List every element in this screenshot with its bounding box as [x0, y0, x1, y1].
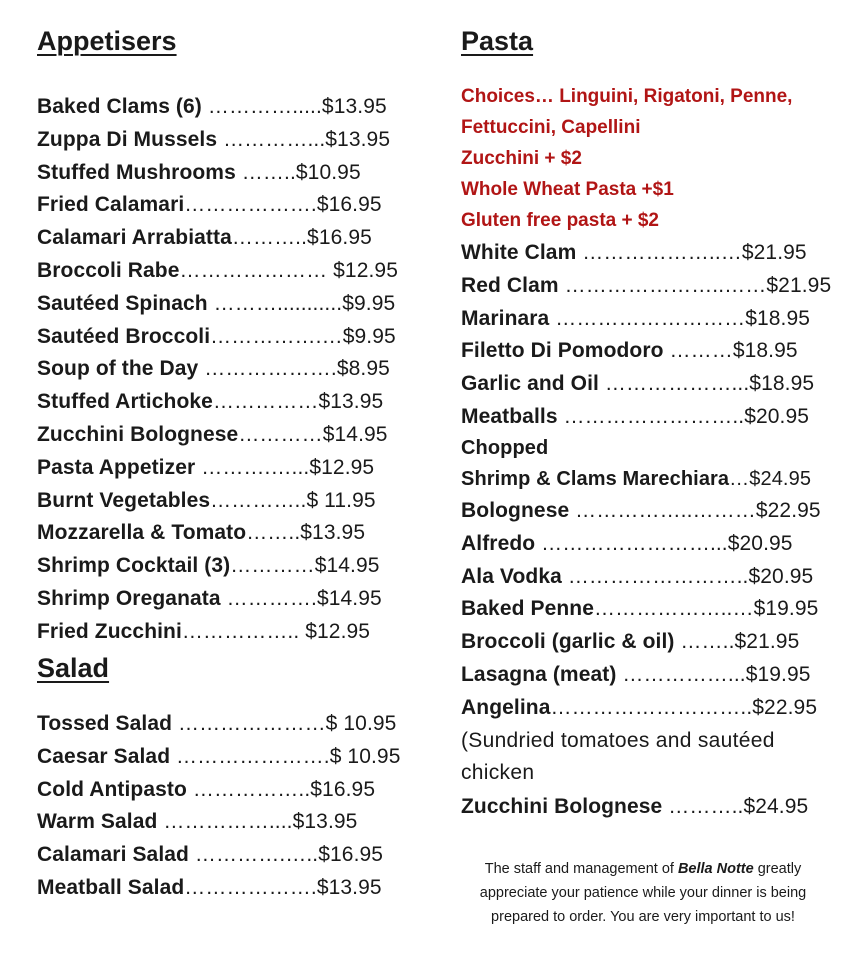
menu-item — [461, 659, 821, 692]
menu-item-name: Zuppa Di Mussels — [37, 127, 218, 151]
menu-item-leader: ……………………… — [549, 306, 746, 330]
menu-item-price: $18.95 — [749, 372, 815, 396]
pasta-list-a — [461, 237, 831, 434]
menu-item-name: Angelina — [461, 695, 551, 719]
menu-item-name: Meatballs — [461, 404, 558, 428]
menu-item — [461, 495, 821, 528]
menu-item — [461, 593, 821, 626]
menu-item-name: Bolognese — [461, 499, 570, 522]
menu-item-price: $14.95 — [322, 422, 388, 446]
menu-item-leader: ……………………….. — [550, 695, 753, 719]
pasta-choice-line: Whole Wheat Pasta +$1 — [461, 179, 674, 200]
menu-item-name: Filetto Di Pomodoro — [461, 339, 664, 363]
menu-item-price: $19.95 — [753, 597, 819, 621]
menu-item-leader: …………..... — [201, 95, 322, 118]
menu-item — [37, 872, 400, 905]
chopped-block — [461, 433, 811, 495]
menu-item-name: Stuffed Artichoke — [37, 390, 213, 414]
menu-item-leader: …………….... — [157, 810, 293, 834]
menu-item-name: Tossed Salad — [37, 712, 173, 735]
menu-item-name: Warm Salad — [37, 810, 158, 834]
angelina-note — [461, 725, 775, 789]
menu-item — [37, 806, 400, 839]
menu-item-leader: …….. — [674, 630, 735, 654]
salad-list — [37, 708, 400, 905]
menu-item-leader: …….. — [246, 521, 301, 545]
menu-item — [37, 616, 398, 649]
menu-item — [37, 353, 398, 386]
menu-item — [461, 401, 831, 434]
menu-item — [461, 463, 811, 495]
menu-item-leader: ……….. — [662, 795, 744, 818]
menu-item-price: $16.95 — [318, 843, 384, 867]
menu-item-leader: ………….. — [210, 488, 307, 512]
pasta-list-b — [461, 495, 821, 725]
menu-item — [37, 583, 398, 616]
menu-item-price: $16.95 — [310, 777, 376, 801]
menu-item-price: $21.95 — [766, 273, 832, 297]
menu-item-name: Zucchini Bolognese — [37, 422, 239, 446]
menu-item-leader: …………………….. — [561, 564, 749, 588]
menu-item-price: $22.95 — [752, 695, 818, 719]
menu-item — [37, 189, 398, 222]
angelina-note-line: chicken — [461, 761, 535, 784]
menu-item-price: $20.95 — [748, 564, 814, 588]
menu-item-leader: ………….….. — [188, 843, 319, 867]
menu-item-name: Shrimp & Clams Marechiara — [461, 468, 730, 490]
menu-item-name: Shrimp Oreganata — [37, 586, 221, 610]
menu-item — [37, 91, 398, 124]
menu-item-leader: ………… — [230, 554, 315, 578]
menu-item — [37, 386, 398, 419]
menu-item-name: Burnt Vegetables — [37, 488, 211, 512]
menu-item-name: Sautéed Broccoli — [37, 324, 211, 348]
menu-item-leader: …….. — [235, 160, 296, 184]
menu-item-name: Pasta Appetizer — [37, 455, 196, 479]
pasta-choice-line: Zucchini + $2 — [461, 148, 582, 169]
menu-item-name: Broccoli (garlic & oil) — [461, 630, 675, 654]
appetisers-list — [37, 91, 398, 649]
menu-item-price: $13.95 — [325, 127, 391, 151]
menu-item-leader: ……………..……… — [569, 499, 756, 522]
menu-item-price: $13.95 — [318, 390, 384, 414]
menu-item — [461, 303, 831, 336]
menu-item — [461, 335, 831, 368]
menu-item-name: Soup of the Day — [37, 357, 199, 381]
chopped-label: Chopped — [461, 437, 549, 459]
footer-text-before: The staff and management of — [484, 861, 678, 877]
angelina-note-line: (Sundried tomatoes and sautéed — [461, 729, 775, 752]
menu-item — [461, 237, 831, 270]
footer-note — [462, 857, 824, 929]
menu-item — [37, 255, 398, 288]
menu-item-name: Mozzarella & Tomato — [37, 521, 247, 545]
menu-item-price: $12.95 — [309, 455, 375, 479]
menu-item — [461, 528, 821, 561]
menu-item-price: $ 10.95 — [325, 712, 397, 735]
menu-item-price: $22.95 — [755, 499, 821, 522]
menu-item-name: White Clam — [461, 241, 577, 264]
menu-item-name: Baked Penne — [461, 597, 594, 621]
menu-item-name: Fried Zucchini — [37, 619, 182, 643]
footer-text-after: greatly appreciate your patience while your dinner is being prepared to order. You are very important to us! — [479, 861, 807, 925]
menu-item-leader: ………………..… — [576, 241, 742, 264]
menu-item — [461, 561, 821, 594]
menu-item-price: $8.95 — [336, 357, 390, 381]
menu-item-name: Calamari Arrabiatta — [37, 226, 232, 250]
menu-item-price: $16.95 — [316, 193, 382, 217]
menu-item — [461, 626, 821, 659]
menu-item-leader: ………………..… — [594, 597, 754, 621]
menu-item — [37, 741, 400, 774]
pasta-choice-line: Choices… Linguini, Rigatoni, Penne, — [461, 86, 793, 107]
menu-item-price: $14.95 — [316, 586, 382, 610]
menu-item-leader: ………………. — [198, 357, 337, 381]
menu-item-price: $14.95 — [314, 554, 380, 578]
menu-item-leader: …………… — [212, 390, 319, 414]
menu-item-name: Sautéed Spinach — [37, 291, 208, 315]
menu-item-price: $13.95 — [292, 810, 358, 834]
menu-item-name: Ala Vodka — [461, 564, 562, 588]
menu-item-leader: …………….. — [181, 619, 306, 643]
menu-item-leader: ……………... — [616, 662, 746, 686]
menu-item-price: $16.95 — [307, 226, 372, 250]
menu-item-price: $13.95 — [316, 875, 382, 899]
menu-item — [461, 790, 808, 823]
pasta-choices — [461, 81, 792, 236]
menu-item — [37, 774, 400, 807]
menu-item-name: Calamari Salad — [37, 843, 189, 867]
menu-item — [461, 270, 831, 303]
menu-item-leader: ………… — [238, 422, 323, 446]
menu-item-leader: ……….…... — [195, 455, 310, 479]
menu-item-name: Alfredo — [461, 531, 536, 555]
menu-item-leader: …………... — [217, 127, 326, 151]
pasta-choice-line: Fettuccini, Capellini — [461, 117, 641, 138]
menu-item — [37, 157, 398, 190]
menu-item-leader: ………………… — [172, 712, 326, 735]
menu-item-name: Zucchini Bolognese — [461, 795, 663, 818]
menu-item-leader: ……… — [663, 339, 733, 363]
menu-item-price: $ 11.95 — [306, 488, 376, 512]
menu-item-leader: ………………... — [598, 372, 750, 396]
menu-item-price: $13.95 — [321, 95, 387, 118]
pasta-last — [461, 790, 808, 823]
menu-item-name: Cold Antipasto — [37, 777, 187, 801]
pasta-choice-line: Gluten free pasta + $2 — [461, 210, 659, 231]
menu-item-name: Marinara — [461, 306, 550, 330]
menu-item-price: $20.95 — [744, 404, 810, 428]
menu-item-name: Fried Calamari — [37, 193, 185, 217]
menu-item-price: $ 10.95 — [329, 744, 401, 768]
menu-item — [37, 485, 398, 518]
menu-item-price: $13.95 — [300, 521, 366, 545]
menu-item-price: $10.95 — [295, 160, 361, 184]
menu-item — [461, 368, 831, 401]
menu-item — [37, 517, 398, 550]
menu-item-price: $9.95 — [342, 291, 396, 315]
menu-item-leader: ………………… — [179, 258, 334, 282]
menu-item-name: Garlic and Oil — [461, 372, 599, 396]
menu-item-leader: …………………. — [170, 744, 330, 768]
menu-item-leader: …………. — [220, 586, 317, 610]
menu-item-leader: ………………. — [184, 875, 317, 899]
menu-item — [37, 839, 400, 872]
menu-item-leader: ……………………... — [535, 531, 728, 555]
salad-heading: Salad — [37, 653, 110, 683]
menu-item-leader: …………………..…… — [558, 273, 767, 297]
menu-item-name: Baked Clams (6) — [37, 95, 202, 118]
menu-item-price: $24.95 — [749, 468, 812, 490]
menu-item — [461, 692, 821, 725]
menu-item-leader: …………………….. — [557, 404, 745, 428]
menu-item — [37, 550, 398, 583]
menu-item-price: $21.95 — [741, 241, 807, 264]
menu-item-leader: ……….. — [231, 226, 308, 250]
menu-item-name: Red Clam — [461, 273, 559, 297]
restaurant-name: Bella Notte — [677, 861, 754, 877]
menu-item-price: $19.95 — [745, 662, 811, 686]
menu-item-price: $20.95 — [727, 531, 793, 555]
menu-item-leader: …………….. — [186, 777, 311, 801]
menu-item-price: $24.95 — [743, 795, 809, 818]
menu-item-price: $18.95 — [745, 306, 811, 330]
menu-item-price: $18.95 — [732, 339, 798, 363]
menu-item-price: $12.95 — [305, 619, 371, 643]
menu-item — [37, 708, 400, 741]
menu-item-name: Shrimp Cocktail (3) — [37, 554, 231, 578]
menu-item — [37, 321, 398, 354]
menu-item — [37, 222, 398, 255]
menu-item-name: Broccoli Rabe — [37, 258, 180, 282]
menu-item — [37, 288, 398, 321]
menu-item-name: Meatball Salad — [37, 875, 185, 899]
menu-item-name: Stuffed Mushrooms — [37, 160, 236, 184]
menu-item-price: $12.95 — [333, 258, 398, 282]
menu-item-leader: … — [729, 468, 750, 490]
menu-item — [37, 124, 398, 157]
pasta-heading: Pasta — [461, 26, 534, 56]
menu-item-price: $21.95 — [734, 630, 800, 654]
menu-item-price: $9.95 — [342, 324, 396, 348]
menu-item-leader: …………….… — [210, 324, 343, 348]
menu-item-name: Caesar Salad — [37, 744, 171, 768]
menu-item-leader: ………………. — [184, 193, 317, 217]
menu-item — [37, 419, 398, 452]
menu-item-leader: ………........... — [207, 291, 343, 315]
menu-item — [37, 452, 398, 485]
appetisers-heading: Appetisers — [37, 26, 177, 56]
menu-item-name: Lasagna (meat) — [461, 662, 617, 686]
